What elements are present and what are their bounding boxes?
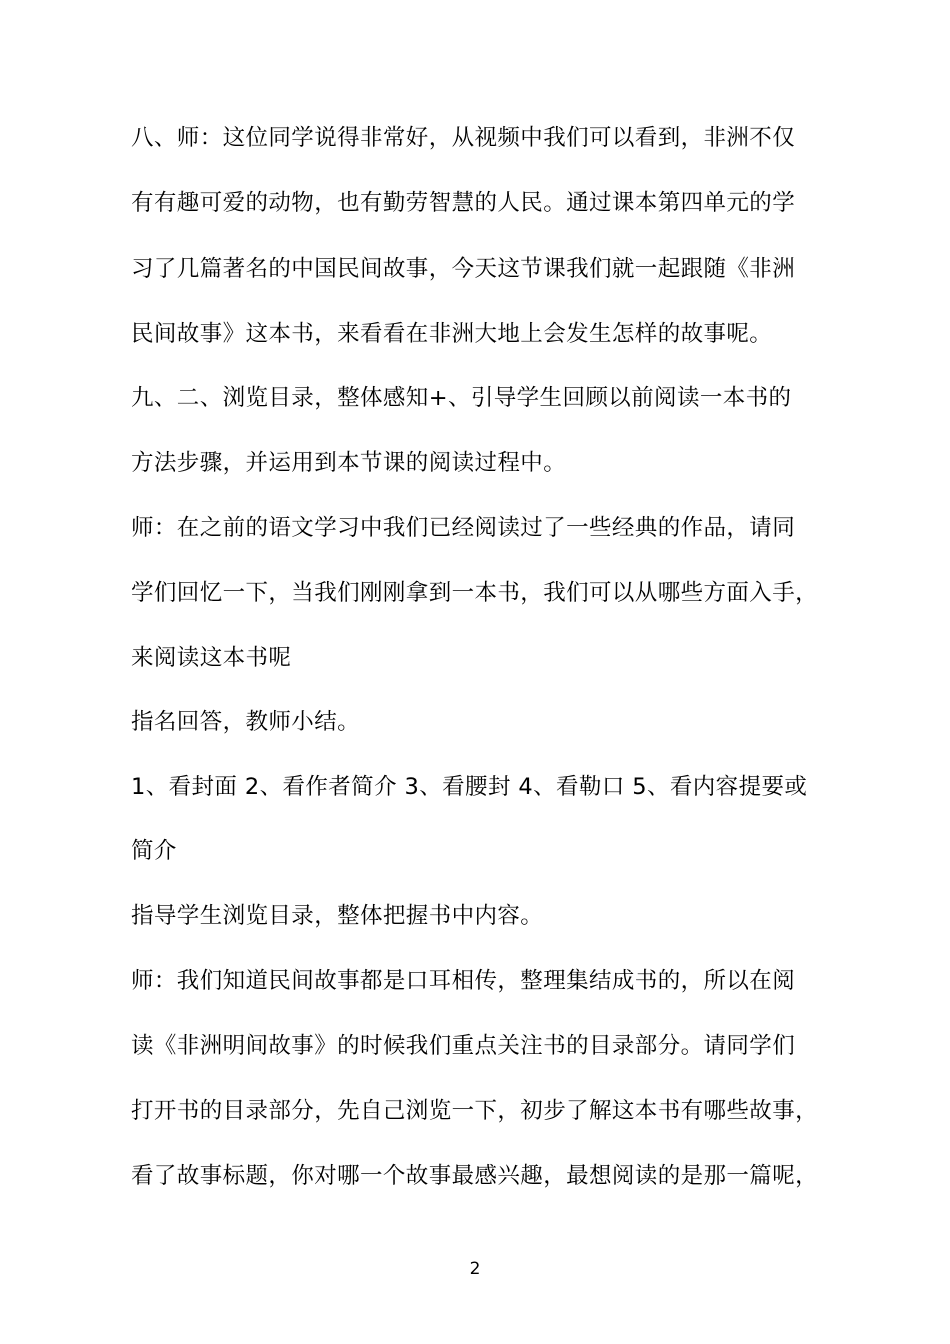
- text-line-9: 来阅读这本书呢: [131, 645, 292, 671]
- text-line-17: 看了故事标题，你对哪一个故事最感兴趣，最想阅读的是那一篇呢，: [131, 1163, 819, 1189]
- text-line-7: 师：在之前的语文学习中我们已经阅读过了一些经典的作品，请同: [131, 515, 796, 541]
- text-line-16: 打开书的目录部分，先自己浏览一下，初步了解这本书有哪些故事，: [131, 1098, 819, 1124]
- text-line-1: 八、师：这位同学说得非常好，从视频中我们可以看到，非洲不仅: [131, 125, 796, 151]
- text-line-14: 师：我们知道民间故事都是口耳相传，整理集结成书的，所以在阅: [131, 968, 796, 994]
- page-number: 2: [469, 1259, 481, 1279]
- text-line-2: 有有趣可爱的动物，也有勤劳智慧的人民。通过课本第四单元的学: [131, 190, 796, 216]
- text-line-10: 指名回答，教师小结。: [131, 709, 361, 735]
- text-line-5: 九、二、浏览目录，整体感知+、引导学生回顾以前阅读一本书的: [131, 385, 792, 411]
- text-line-3: 习了几篇著名的中国民间故事，今天这节课我们就一起跟随《非洲: [131, 256, 796, 282]
- text-line-12: 简介: [131, 838, 177, 864]
- text-line-13: 指导学生浏览目录，整体把握书中内容。: [131, 903, 544, 929]
- text-line-8: 学们回忆一下，当我们刚刚拿到一本书，我们可以从哪些方面入手，: [131, 580, 819, 606]
- text-line-6: 方法步骤，并运用到本节课的阅读过程中。: [131, 450, 567, 476]
- text-line-15: 读《非洲明间故事》的时候我们重点关注书的目录部分。请同学们: [131, 1033, 796, 1059]
- text-line-4: 民间故事》这本书，来看看在非洲大地上会发生怎样的故事呢。: [131, 321, 773, 347]
- text-line-11: 1、看封面 2、看作者简介 3、看腰封 4、看勒口 5、看内容提要或: [131, 774, 808, 800]
